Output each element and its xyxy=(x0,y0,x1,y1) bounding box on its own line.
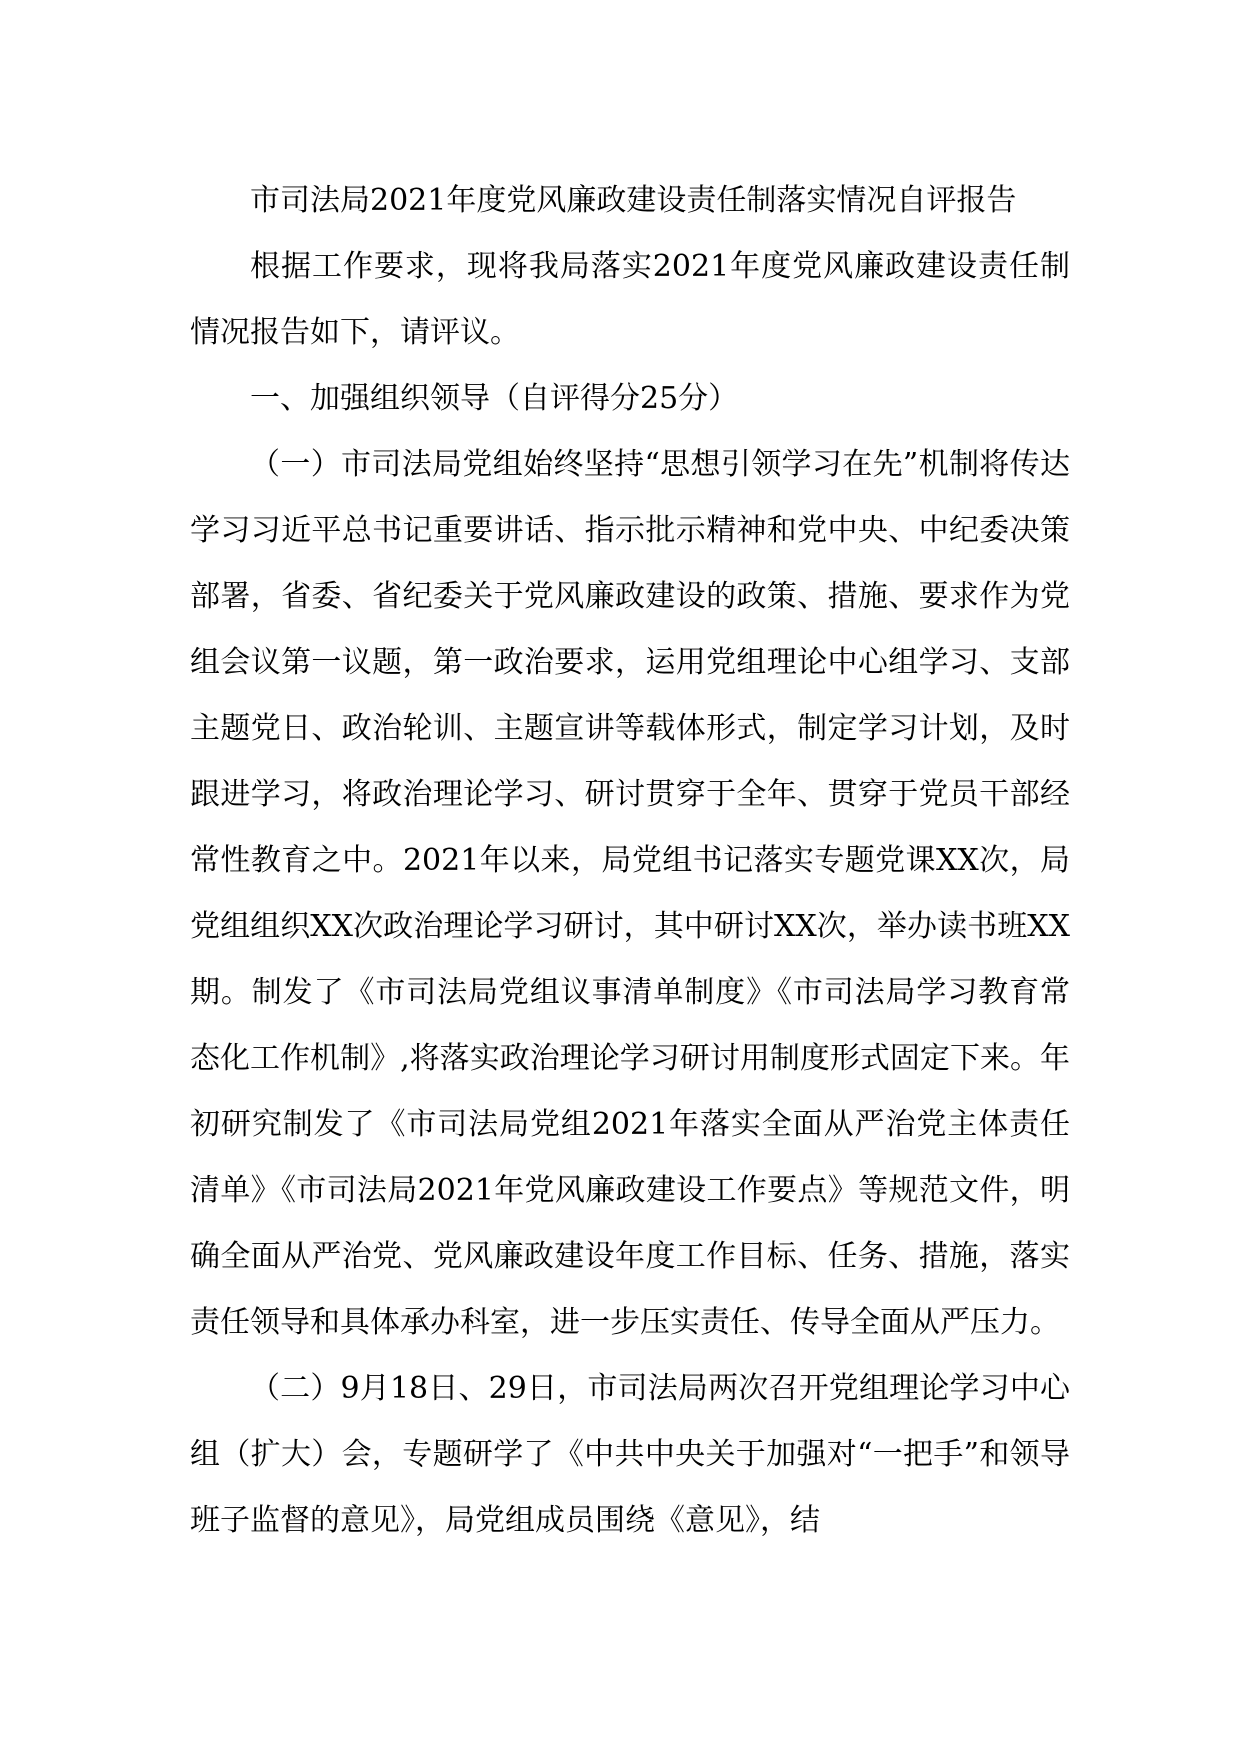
body-paragraph: （二）9月18日、29日，市司法局两次召开党组理论学习中心组（扩大）会，专题研学了《中共中央关于加强对“一把手”和领导班子监督的意见》，局党组成员围绕《意见》，结 xyxy=(190,1371,1070,1538)
body-paragraph: （一）市司法局党组始终坚持“思想引领学习在先”机制将传达学习习近平总书记重要讲话、指示批示精神和党中央、中纪委决策部署，省委、省纪委关于党风廉政建设的政策、措施、要求作为党组会议第一议题，第一政治要求，运用党组理论中心组学习、支部主题党日、政治轮训、主题宣讲等载体形式，制定学习计划，及时跟进学习，将政治理论学习、研讨贯穿于全年、贯穿于党员干部经常性教育之中。2021年以来，局党组书记落实专题党课XX次，局党组组织XX次政治理论学习研讨，其中研讨XX次，举办读书班XX期。制发了《市司法局党组议事清单制度》《市司法局学习教育常态化工作机制》,将落实政治理论学习研讨用制度形式固定下来。年初研究制发了《市司法局党组2021年落实全面从严治党主体责任清单》《市司法局2021年党风廉政建设工作要点》等规范文件，明确全面从严治党、党风廉政建设年度工作目标、任务、措施，落实责任领导和具体承办科室，进一步压实责任、传导全面从严压力。 xyxy=(190,447,1070,1340)
document-title: 市司法局2021年度党风廉政建设责任制落实情况自评报告 xyxy=(250,183,1017,218)
document-body xyxy=(190,168,1070,1554)
intro-paragraph: 根据工作要求，现将我局落实2021年度党风廉政建设责任制情况报告如下，请评议。 xyxy=(190,249,1070,350)
section-heading: 一、加强组织领导（自评得分25分） xyxy=(250,381,739,416)
